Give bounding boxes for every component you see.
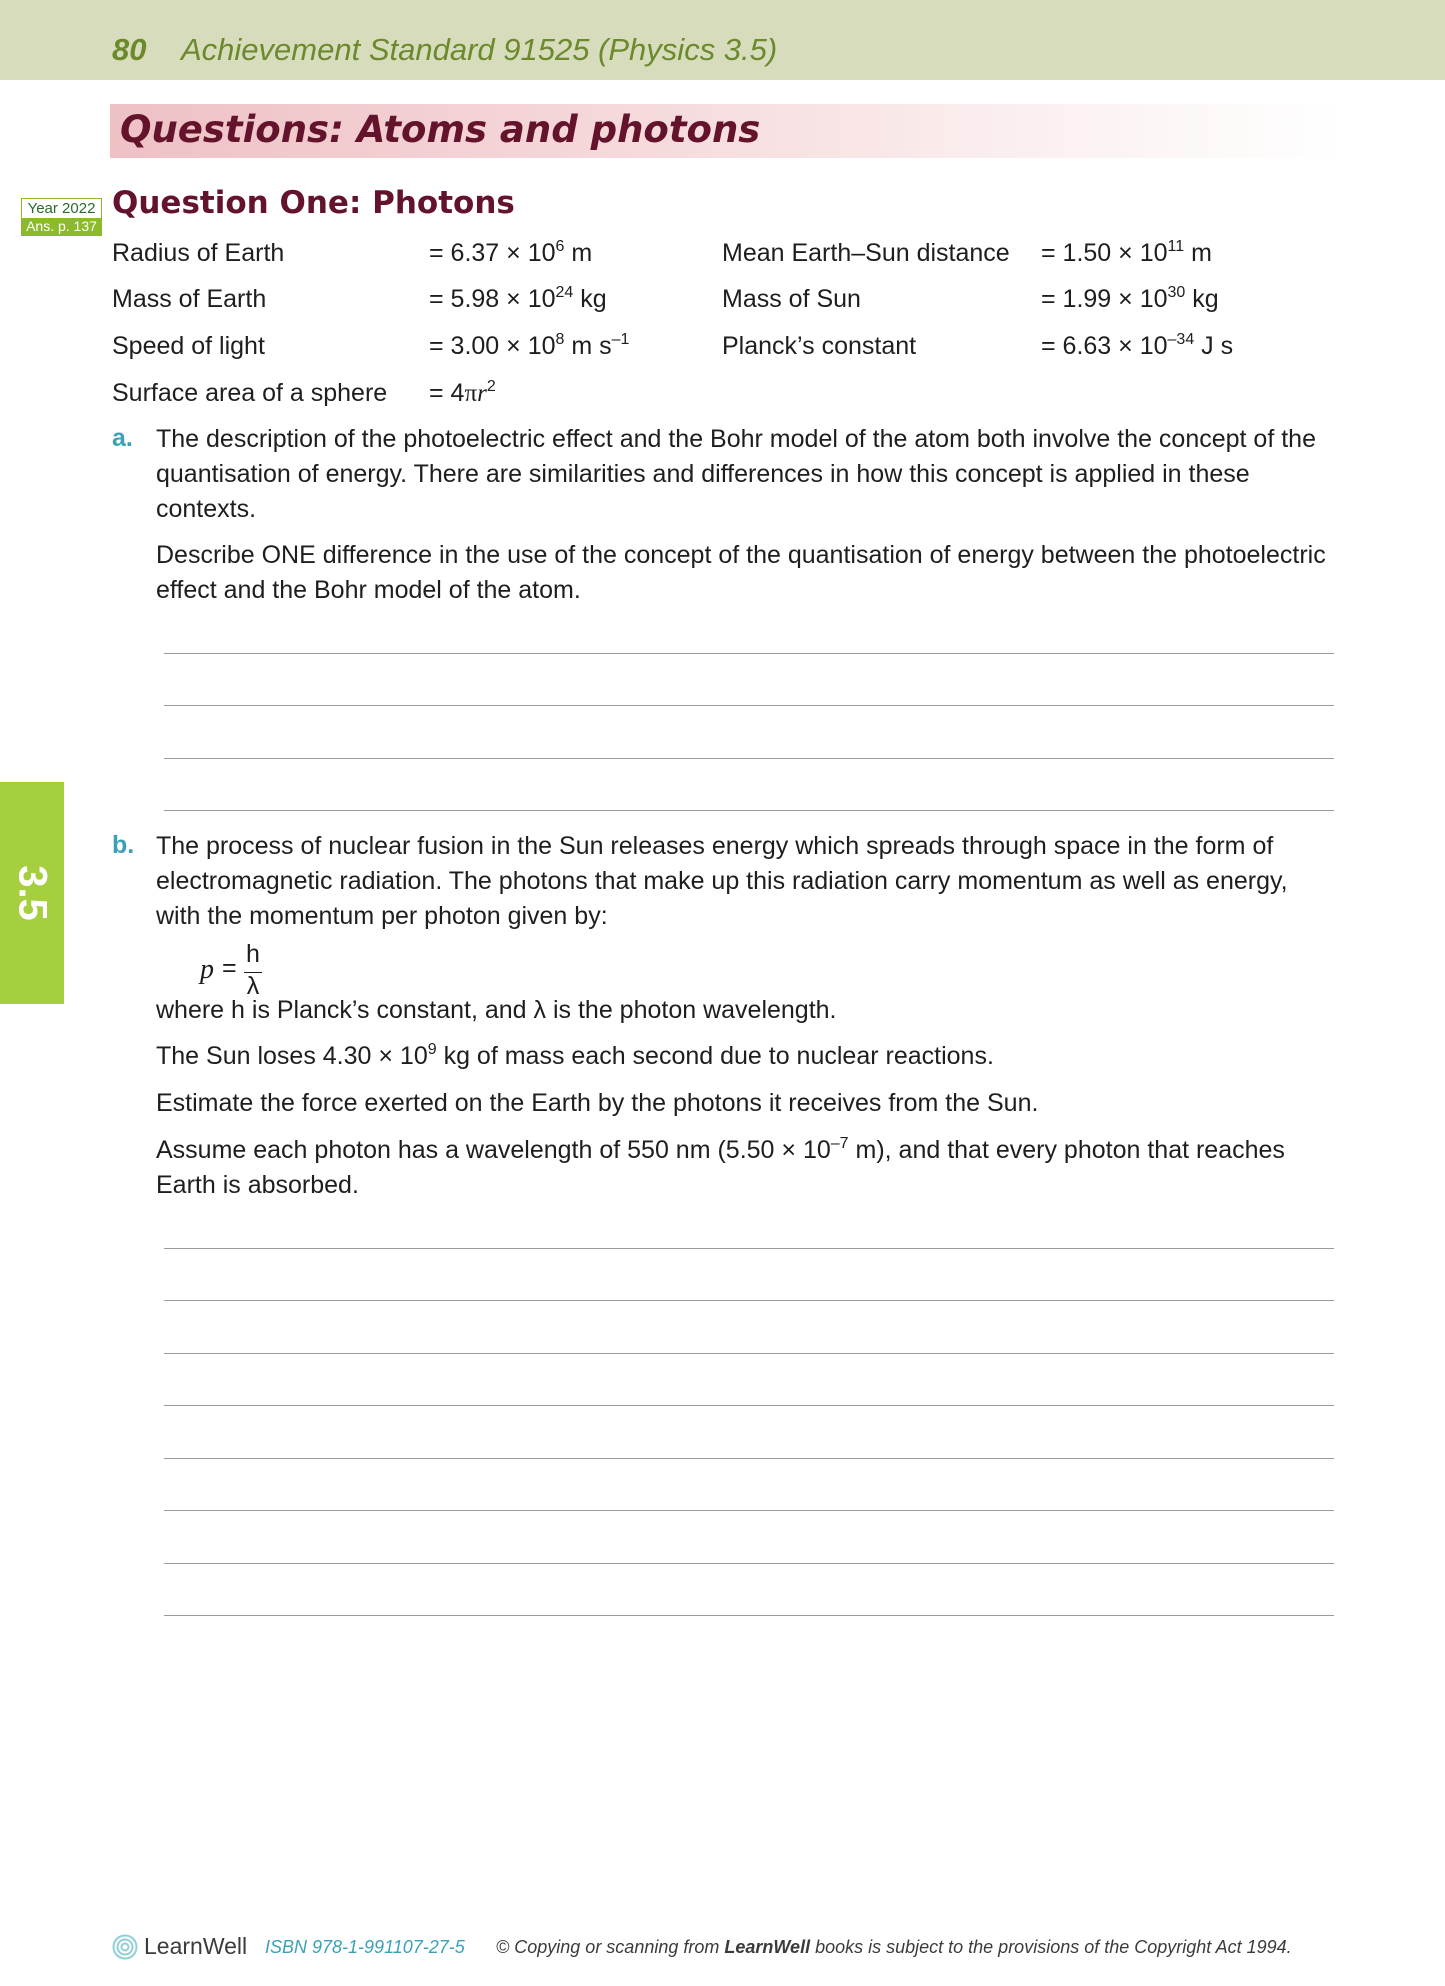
answer-line <box>164 810 1334 811</box>
badge-year: Year 2022 <box>27 200 96 217</box>
learnwell-logo-icon <box>112 1934 138 1960</box>
part-b-assumption: Assume each photon has a wavelength of 550 nm ($5.50 \times 10^{-7}$ m), and that every photon that reaches Earth is absorbed. <box>156 1135 1285 1199</box>
answer-line <box>164 1615 1334 1616</box>
constant-label-surface-area: Surface area of a sphere <box>112 379 388 407</box>
constant-label-radius-earth: Radius of Earth <box>112 239 285 267</box>
section-tab-label: 3.5 <box>10 865 55 921</box>
momentum-formula <box>200 940 280 1000</box>
part-b-definition: where h is Planck’s constant, and λ is the photon wavelength. <box>156 996 837 1024</box>
part-a-instruction: Describe ONE difference in the use of the concept of the quantisation of energy between the photoelectric effect and the Bohr model of the atom. <box>156 541 1326 604</box>
answer-line <box>164 1405 1334 1406</box>
formula-lhs: p <box>200 954 214 985</box>
constant-label-planck: Planck’s constant <box>722 332 917 360</box>
constant-label-speed-light: Speed of light <box>112 332 265 360</box>
part-b-text: The process of nuclear fusion in the Sun releases energy which spreads through space in the form of electromagnetic radiation. The photons that make up this radiation carry momentum as well as energy, with the momentum per photon given by: <box>156 832 1288 930</box>
constant-value-radius-earth: = $6.37 \times 10^6$ m <box>429 238 593 267</box>
constant-value-mass-earth: = $5.98 \times 10^{24}$ kg <box>429 284 607 313</box>
part-b-mass-loss: The Sun loses $4.30 \times 10^9$ kg of mass each second due to nuclear reactions. <box>156 1041 994 1070</box>
question-heading: Question One: Photons <box>112 185 515 221</box>
running-head: Achievement Standard 91525 (Physics 3.5) <box>181 32 778 67</box>
constant-label-mass-sun: Mass of Sun <box>722 285 861 313</box>
constant-value-speed-light: = $3.00 \times 10^8$ m $s^{-1}$ <box>429 331 630 360</box>
formula-numerator: h <box>246 940 260 968</box>
section-banner <box>110 104 1340 158</box>
constant-label-earth-sun: Mean Earth–Sun distance <box>722 239 1010 267</box>
answer-line <box>164 1248 1334 1249</box>
part-a-letter: a. <box>112 424 133 452</box>
footer-copyright: © Copying or scanning from LearnWell books is subject to the provisions of the Copyright Act 1994. <box>496 1937 1292 1957</box>
formula-equals: = <box>222 954 237 982</box>
answer-line <box>164 1510 1334 1511</box>
section-title: Questions: Atoms and photons <box>120 108 761 151</box>
answer-line <box>164 758 1334 759</box>
answer-line <box>164 1353 1334 1354</box>
part-b-task: Estimate the force exerted on the Earth by the photons it receives from the Sun. <box>156 1089 1039 1117</box>
answer-line <box>164 1458 1334 1459</box>
part-b-letter: b. <box>112 831 135 859</box>
footer-brand: LearnWell <box>144 1933 248 1959</box>
answer-line <box>164 1300 1334 1301</box>
page-number: 80 <box>112 32 147 67</box>
constant-value-planck: = $6.63 \times 10^{-34}$ J s <box>1041 331 1234 360</box>
section-tab <box>0 782 64 1004</box>
constant-value-mass-sun: = $1.99 \times 10^{30}$ kg <box>1041 284 1219 313</box>
year-badge <box>21 198 102 236</box>
footer-isbn: ISBN 978-1-991107-27-5 <box>265 1937 465 1957</box>
constant-label-mass-earth: Mass of Earth <box>112 285 267 313</box>
answer-line <box>164 1563 1334 1564</box>
constant-value-surface-area: = $4\pi r^2$ <box>429 378 496 407</box>
answer-line <box>164 653 1334 654</box>
constant-value-earth-sun: = $1.50 \times 10^{11}$ m <box>1041 238 1212 267</box>
formula-denominator: λ <box>246 972 260 1000</box>
badge-answers: Ans. p. 137 <box>22 218 101 235</box>
part-a-text: The description of the photoelectric effect and the Bohr model of the atom both involve the concept of the quantisation of energy. There are similarities and differences in how this concept is applied in these contexts. <box>156 425 1316 523</box>
answer-line <box>164 705 1334 706</box>
